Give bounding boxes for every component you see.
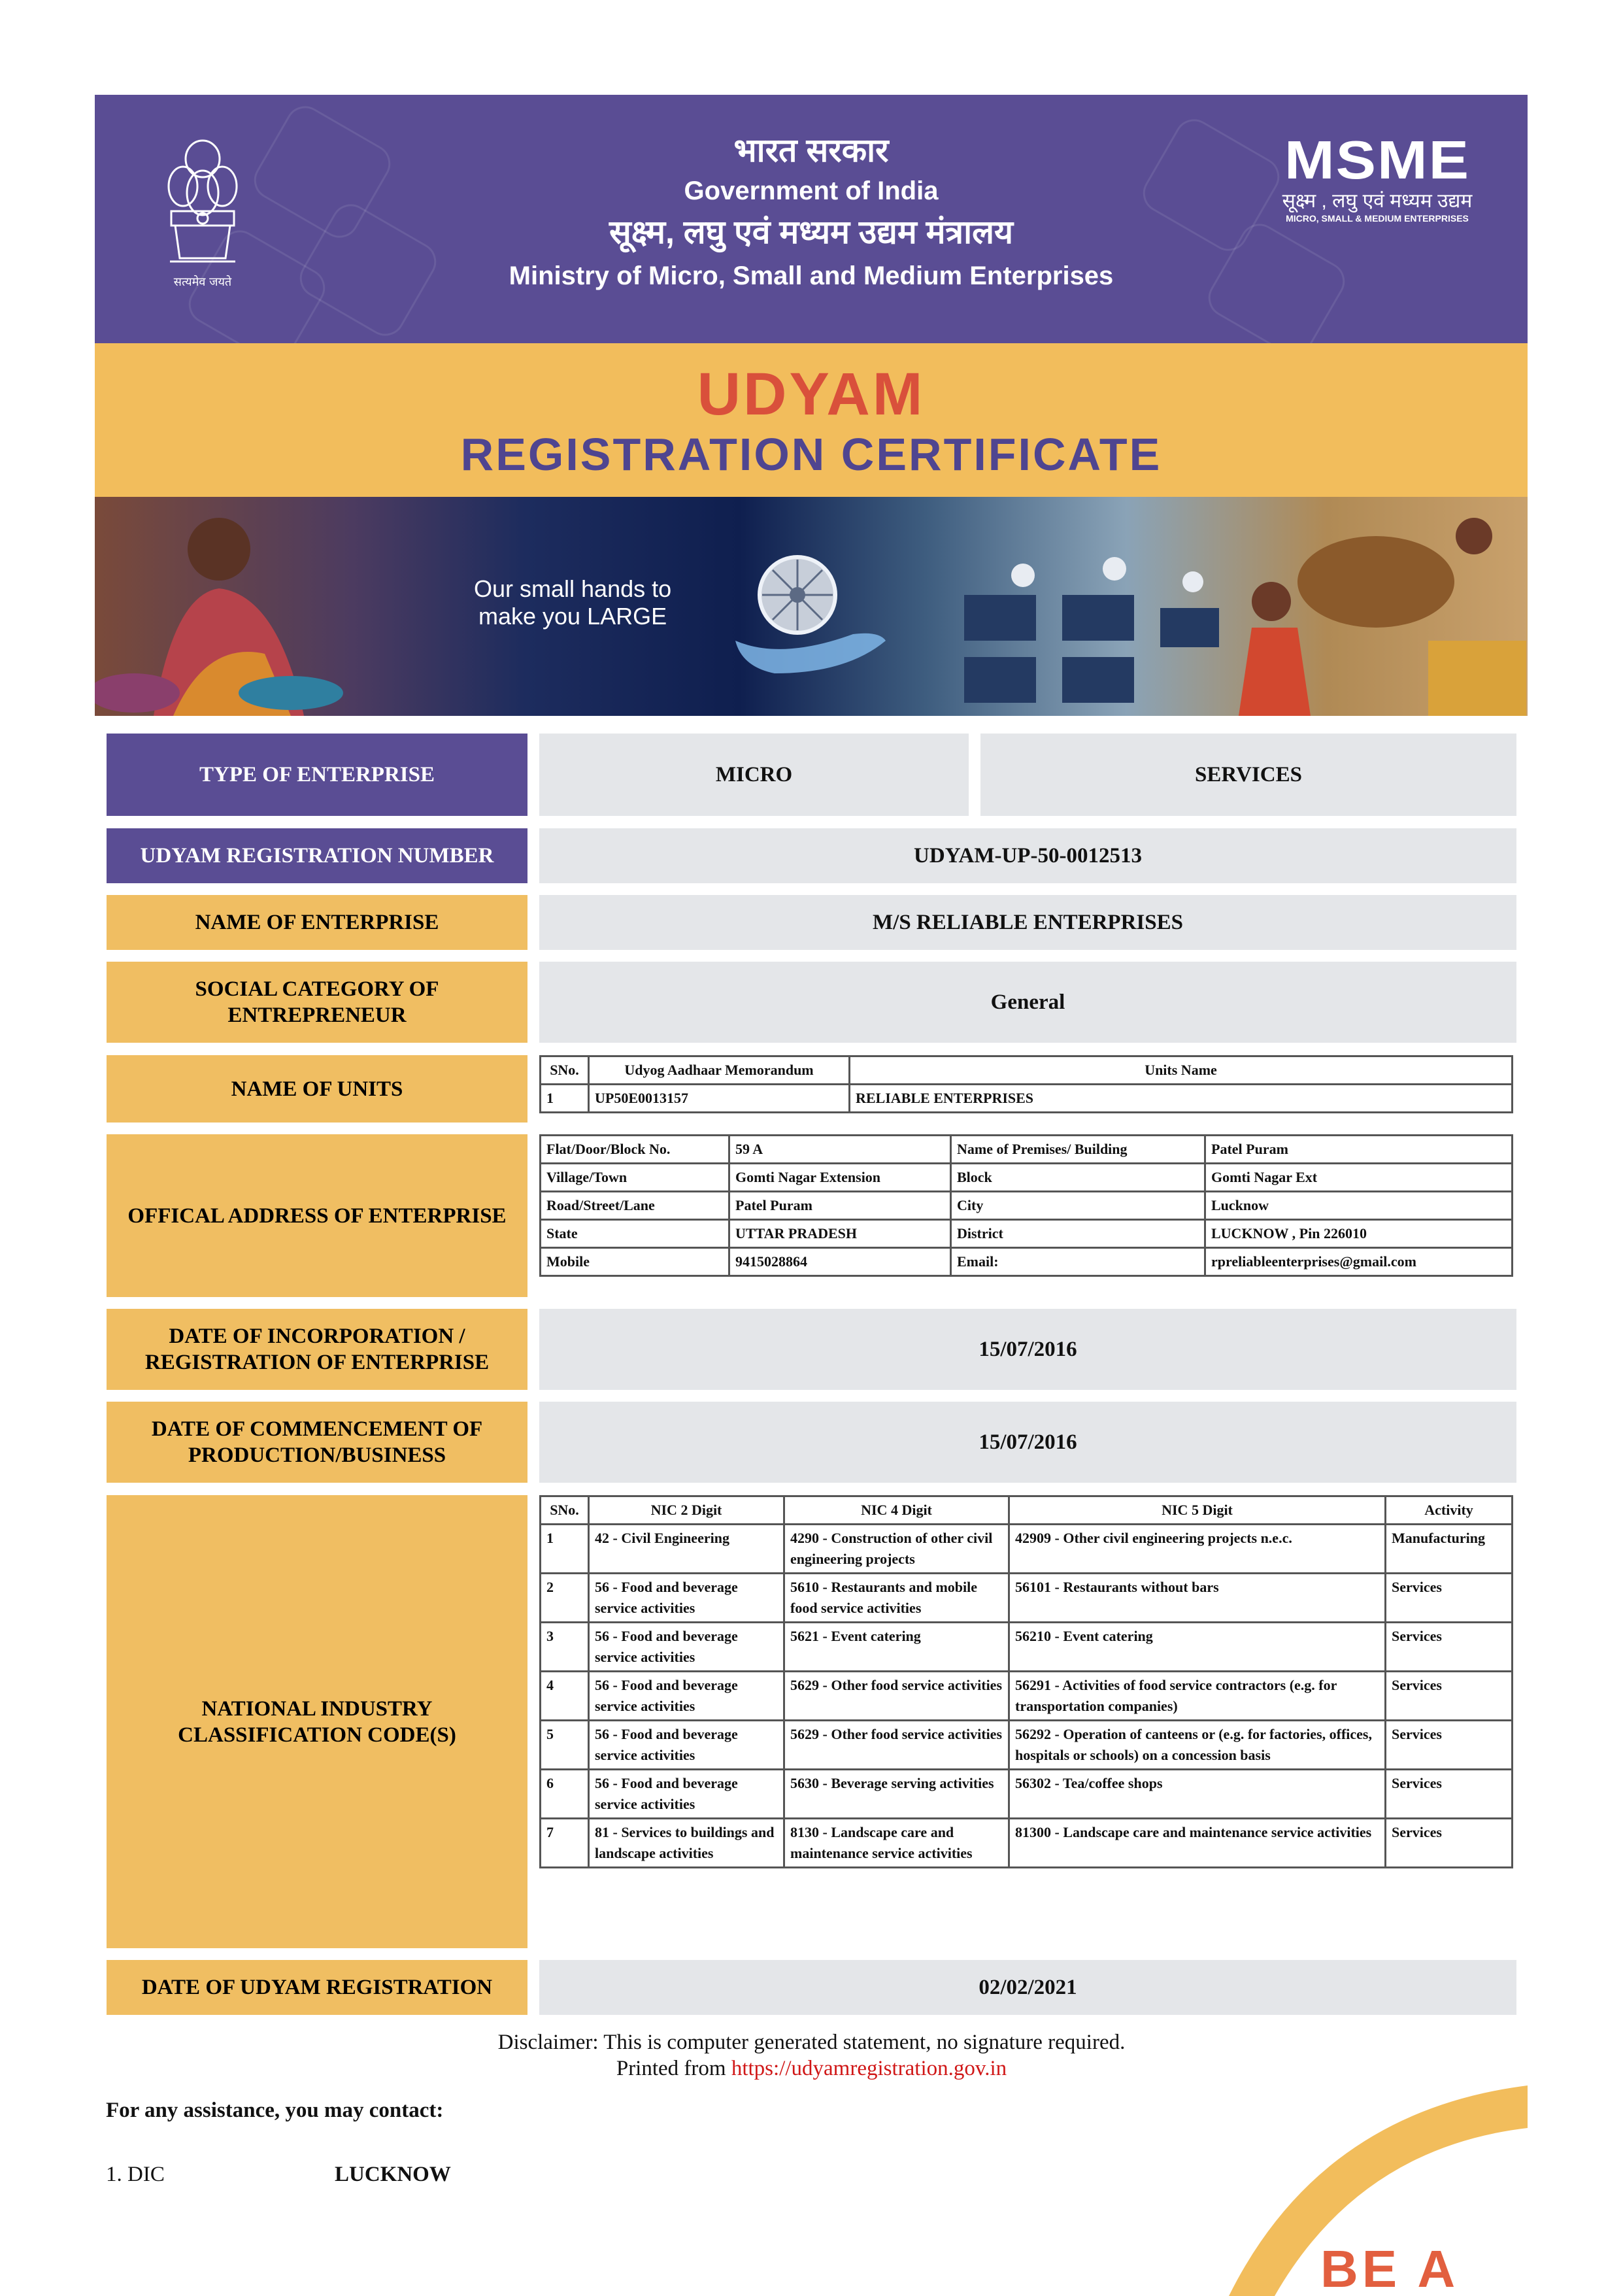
address-value: 59 A bbox=[729, 1136, 951, 1164]
nic-header-activity: Activity bbox=[1386, 1496, 1513, 1525]
nic-cell: 56210 - Event catering bbox=[1009, 1623, 1386, 1672]
udyam-date-value: 02/02/2021 bbox=[539, 1960, 1516, 2015]
msme-hindi: सूक्ष्म , लघु एवं मध्यम उद्यम bbox=[1282, 190, 1473, 212]
address-value: UTTAR PRADESH bbox=[729, 1220, 951, 1248]
nic-cell: 5621 - Event catering bbox=[784, 1623, 1009, 1672]
title-udyam: UDYAM bbox=[697, 361, 926, 428]
address-table bbox=[539, 1134, 1513, 1277]
address-value: rpreliableenterprises@gmail.com bbox=[1205, 1248, 1513, 1276]
nic-cell: Services bbox=[1386, 1770, 1513, 1819]
address-key: State bbox=[541, 1220, 729, 1248]
nic-cell: 56 - Food and beverage service activities bbox=[589, 1672, 784, 1721]
header-band bbox=[95, 95, 1528, 343]
table-row bbox=[541, 1248, 1513, 1276]
enterprise-size-value: MICRO bbox=[539, 734, 969, 816]
nic-cell: 4 bbox=[541, 1672, 589, 1721]
nic-table bbox=[539, 1495, 1513, 1868]
nic-cell: Services bbox=[1386, 1623, 1513, 1672]
banner-tagline bbox=[474, 575, 671, 630]
enterprise-activity-value: SERVICES bbox=[980, 734, 1516, 816]
address-key: Block bbox=[951, 1164, 1205, 1192]
emblem-caption: सत्यमेव जयते bbox=[173, 275, 232, 289]
social-category-value: General bbox=[539, 962, 1516, 1043]
table-row bbox=[541, 1136, 1513, 1164]
nic-cell: 56 - Food and beverage service activities bbox=[589, 1623, 784, 1672]
table-row bbox=[541, 1085, 1513, 1113]
banner-image bbox=[95, 497, 1528, 716]
nic-cell: 1 bbox=[541, 1525, 589, 1574]
commencement-value: 15/07/2016 bbox=[539, 1402, 1516, 1483]
msme-english: MICRO, SMALL & MEDIUM ENTERPRISES bbox=[1286, 213, 1469, 224]
corner-text: BE A bbox=[1320, 2240, 1460, 2296]
nic-cell: Manufacturing bbox=[1386, 1525, 1513, 1574]
address-value: LUCKNOW , Pin 226010 bbox=[1205, 1220, 1513, 1248]
table-row bbox=[541, 1623, 1513, 1672]
address-value: 9415028864 bbox=[729, 1248, 951, 1276]
nic-cell: 56 - Food and beverage service activities bbox=[589, 1721, 784, 1770]
incorporation-value: 15/07/2016 bbox=[539, 1309, 1516, 1390]
nic-label: NATIONAL INDUSTRY CLASSIFICATION CODE(S) bbox=[107, 1495, 527, 1948]
banner-tagline-2: make you LARGE bbox=[478, 603, 667, 630]
header-hindi-govt: भारत सरकार bbox=[733, 132, 889, 169]
nic-cell: 56292 - Operation of canteens or (e.g. for factories, offices, hospitals or schools) on a concession basis bbox=[1009, 1721, 1386, 1770]
assistance-heading: For any assistance, you may contact: bbox=[106, 2099, 444, 2122]
nic-cell: Services bbox=[1386, 1672, 1513, 1721]
table-row bbox=[541, 1164, 1513, 1192]
contact-number: 1. DIC bbox=[106, 2163, 165, 2186]
nic-header-5digit: NIC 5 Digit bbox=[1009, 1496, 1386, 1525]
msme-logo-text: MSME bbox=[1284, 130, 1470, 190]
nic-cell: 3 bbox=[541, 1623, 589, 1672]
table-row bbox=[541, 1574, 1513, 1623]
nic-cell: 56302 - Tea/coffee shops bbox=[1009, 1770, 1386, 1819]
nic-cell: 56 - Food and beverage service activities bbox=[589, 1770, 784, 1819]
units-label: NAME OF UNITS bbox=[107, 1055, 527, 1123]
incorporation-label: DATE OF INCORPORATION / REGISTRATION OF ENTERPRISE bbox=[107, 1309, 527, 1390]
units-header-uam: Udyog Aadhaar Memorandum bbox=[589, 1056, 850, 1085]
table-row bbox=[541, 1819, 1513, 1868]
disclaimer: Disclaimer: This is computer generated statement, no signature required. bbox=[497, 2031, 1126, 2054]
address-key: District bbox=[951, 1220, 1205, 1248]
nic-cell: 42 - Civil Engineering bbox=[589, 1525, 784, 1574]
nic-cell: 56291 - Activities of food service contractors (e.g. for transportation companies) bbox=[1009, 1672, 1386, 1721]
address-value: Patel Puram bbox=[1205, 1136, 1513, 1164]
header-ministry: Ministry of Micro, Small and Medium Enterprises bbox=[509, 262, 1114, 290]
table-row bbox=[541, 1721, 1513, 1770]
nic-cell: 5610 - Restaurants and mobile food service activities bbox=[784, 1574, 1009, 1623]
address-label: OFFICAL ADDRESS OF ENTERPRISE bbox=[107, 1134, 527, 1297]
nic-cell: 7 bbox=[541, 1819, 589, 1868]
address-key: City bbox=[951, 1192, 1205, 1220]
banner-tagline-1: Our small hands to bbox=[474, 575, 672, 602]
table-row bbox=[541, 1525, 1513, 1574]
address-key: Name of Premises/ Building bbox=[951, 1136, 1205, 1164]
header-hindi-ministry: सूक्ष्म, लघु एवं मध्यम उद्यम मंत्रालय bbox=[609, 214, 1013, 250]
nic-cell: 56101 - Restaurants without bars bbox=[1009, 1574, 1386, 1623]
nic-cell: 81 - Services to buildings and landscape activities bbox=[589, 1819, 784, 1868]
units-cell-uam: UP50E0013157 bbox=[589, 1085, 850, 1113]
address-value: Lucknow bbox=[1205, 1192, 1513, 1220]
title-band bbox=[95, 343, 1528, 497]
type-of-enterprise-label: TYPE OF ENTERPRISE bbox=[107, 734, 527, 816]
address-key: Mobile bbox=[541, 1248, 729, 1276]
printed-from-label: Printed from bbox=[616, 2057, 726, 2080]
nic-header-2digit: NIC 2 Digit bbox=[589, 1496, 784, 1525]
units-header-name: Units Name bbox=[850, 1056, 1513, 1085]
address-key: Flat/Door/Block No. bbox=[541, 1136, 729, 1164]
nic-cell: 8130 - Landscape care and maintenance service activities bbox=[784, 1819, 1009, 1868]
units-header-row bbox=[541, 1056, 1513, 1085]
nic-cell: 42909 - Other civil engineering projects n.e.c. bbox=[1009, 1525, 1386, 1574]
nic-cell: Services bbox=[1386, 1574, 1513, 1623]
nic-cell: 4290 - Construction of other civil engineering projects bbox=[784, 1525, 1009, 1574]
udyam-date-label: DATE OF UDYAM REGISTRATION bbox=[107, 1960, 527, 2015]
address-key: Road/Street/Lane bbox=[541, 1192, 729, 1220]
units-header-sno: SNo. bbox=[541, 1056, 589, 1085]
registration-number-value: UDYAM-UP-50-0012513 bbox=[539, 828, 1516, 883]
table-row bbox=[541, 1220, 1513, 1248]
nic-cell: Services bbox=[1386, 1721, 1513, 1770]
nic-cell: 5 bbox=[541, 1721, 589, 1770]
social-category-label: SOCIAL CATEGORY OF ENTREPRENEUR bbox=[107, 962, 527, 1043]
address-value: Patel Puram bbox=[729, 1192, 951, 1220]
nic-cell: 56 - Food and beverage service activities bbox=[589, 1574, 784, 1623]
units-cell-sno: 1 bbox=[541, 1085, 589, 1113]
nic-header-row bbox=[541, 1496, 1513, 1525]
nic-cell: 5629 - Other food service activities bbox=[784, 1721, 1009, 1770]
units-table bbox=[539, 1055, 1513, 1113]
nic-cell: 81300 - Landscape care and maintenance service activities bbox=[1009, 1819, 1386, 1868]
nic-header-sno: SNo. bbox=[541, 1496, 589, 1525]
nic-cell: 6 bbox=[541, 1770, 589, 1819]
address-value: Gomti Nagar Extension bbox=[729, 1164, 951, 1192]
units-cell-name: RELIABLE ENTERPRISES bbox=[850, 1085, 1513, 1113]
address-key: Email: bbox=[951, 1248, 1205, 1276]
contact-place: LUCKNOW bbox=[335, 2163, 451, 2186]
nic-cell: 2 bbox=[541, 1574, 589, 1623]
title-certificate: REGISTRATION CERTIFICATE bbox=[460, 429, 1162, 480]
msme-logo bbox=[1269, 130, 1485, 224]
nic-cell: 5629 - Other food service activities bbox=[784, 1672, 1009, 1721]
nic-cell: Services bbox=[1386, 1819, 1513, 1868]
table-row bbox=[541, 1672, 1513, 1721]
address-key: Village/Town bbox=[541, 1164, 729, 1192]
corner-decoration bbox=[1229, 2072, 1528, 2296]
nic-cell: 5630 - Beverage serving activities bbox=[784, 1770, 1009, 1819]
banner-illustration bbox=[95, 497, 1528, 716]
registration-number-label: UDYAM REGISTRATION NUMBER bbox=[107, 828, 527, 883]
table-row bbox=[541, 1192, 1513, 1220]
address-value: Gomti Nagar Ext bbox=[1205, 1164, 1513, 1192]
commencement-label: DATE OF COMMENCEMENT OF PRODUCTION/BUSINESS bbox=[107, 1402, 527, 1483]
udyam-portal-link[interactable]: https://udyamregistration.gov.in bbox=[731, 2057, 1007, 2080]
nic-header-4digit: NIC 4 Digit bbox=[784, 1496, 1009, 1525]
enterprise-name-value: M/S RELIABLE ENTERPRISES bbox=[539, 895, 1516, 950]
header-govt: Government of India bbox=[684, 177, 939, 205]
table-row bbox=[541, 1770, 1513, 1819]
enterprise-name-label: NAME OF ENTERPRISE bbox=[107, 895, 527, 950]
